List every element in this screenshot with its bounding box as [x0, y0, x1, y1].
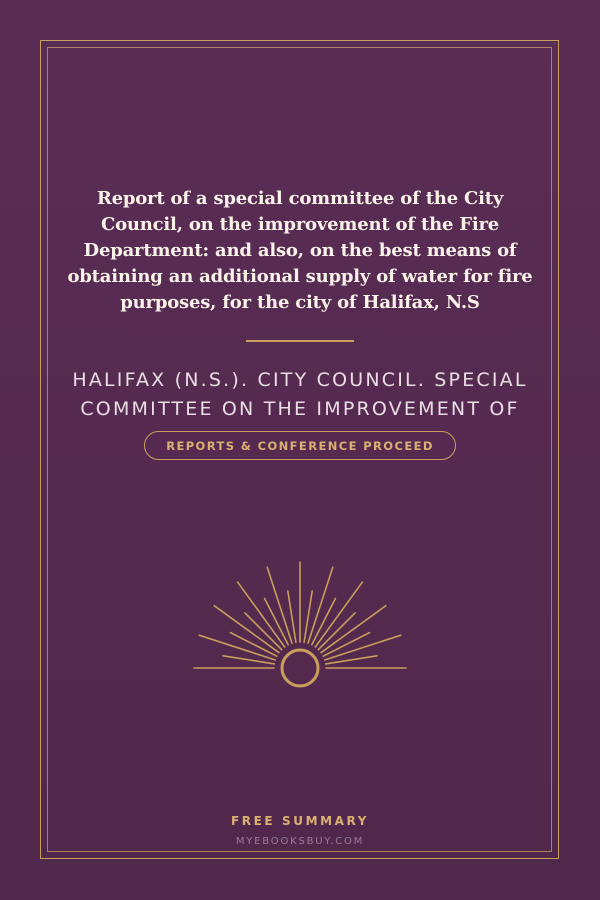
free-summary-label: FREE SUMMARY — [230, 814, 370, 828]
sunburst-ray — [238, 582, 285, 647]
sunburst-ray — [214, 606, 279, 653]
sunburst-ray — [267, 567, 292, 643]
sunburst-ray — [315, 582, 362, 647]
book-title: Report of a special committee of the City Council, on the improvement of the Fire Department: and also, on the best means of obtaining an additional supply of water for fire purposes, for the city of Halifax, N.S — [67, 188, 533, 313]
sunburst-ray — [321, 606, 386, 653]
book-author: HALIFAX (N.S.). CITY COUNCIL. SPECIAL COMMITTEE ON THE IMPROVEMENT OF — [72, 369, 528, 420]
title-divider — [246, 340, 354, 342]
sunburst-ray — [325, 635, 401, 660]
sunburst-icon — [190, 560, 410, 700]
sunburst-ray — [308, 567, 333, 643]
category-tag: REPORTS & CONFERENCE PROCEED — [144, 431, 456, 460]
site-url: MYEBOOKSBUY.COM — [235, 836, 365, 847]
sunburst-ray — [199, 635, 275, 660]
